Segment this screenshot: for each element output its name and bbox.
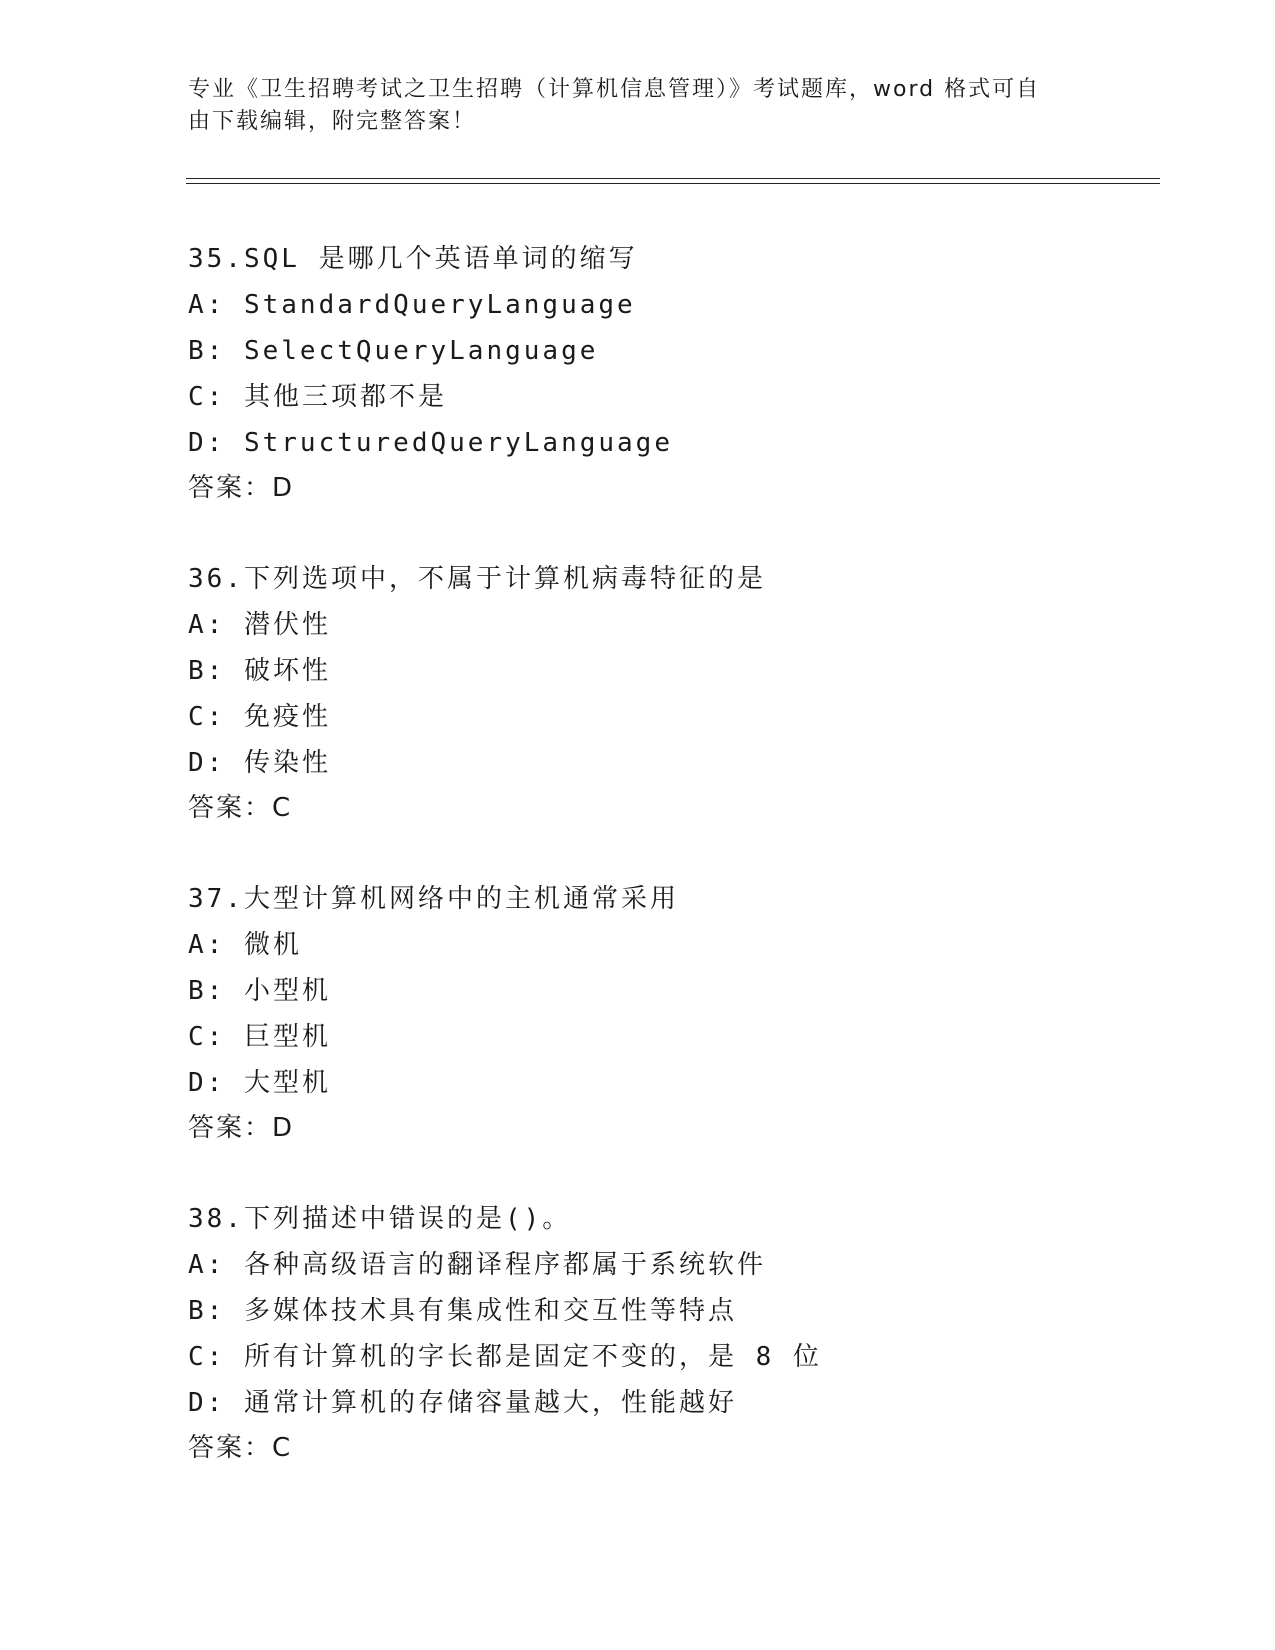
question-stem: 36.下列选项中，不属于计算机病毒特征的是 [188, 564, 766, 594]
option-b: B: 小型机 [188, 976, 331, 1006]
header-divider [186, 178, 1160, 184]
answer: 答案：C [188, 1433, 293, 1463]
question-stem: 38.下列描述中错误的是()。 [188, 1204, 572, 1234]
option-b: B: 多媒体技术具有集成性和交互性等特点 [188, 1296, 737, 1326]
answer: 答案：D [188, 1113, 295, 1143]
option-a: A: 潜伏性 [188, 610, 331, 640]
option-c: C: 其他三项都不是 [188, 382, 447, 412]
option-c: C: 所有计算机的字长都是固定不变的，是 8 位 [188, 1342, 822, 1372]
document-header [188, 74, 1088, 138]
option-d: D: 大型机 [188, 1068, 331, 1098]
option-d: D: 传染性 [188, 748, 331, 778]
option-c: C: 免疫性 [188, 702, 331, 732]
question-stem: 37.大型计算机网络中的主机通常采用 [188, 884, 679, 914]
option-a: A: 微机 [188, 930, 302, 960]
question-38 [188, 1196, 1148, 1516]
header-line-1: 专业《卫生招聘考试之卫生招聘（计算机信息管理）》考试题库，word 格式可自 [188, 77, 1041, 102]
question-stem: 35.SQL 是哪几个英语单词的缩写 [188, 244, 638, 274]
answer: 答案：D [188, 473, 295, 503]
option-b: B: 破坏性 [188, 656, 331, 686]
header-line-2: 由下载编辑，附完整答案！ [188, 109, 477, 134]
question-35 [188, 236, 1148, 556]
question-37 [188, 876, 1148, 1196]
question-36 [188, 556, 1148, 876]
option-d: D: StructuredQueryLanguage [188, 428, 673, 458]
option-a: A: 各种高级语言的翻译程序都属于系统软件 [188, 1250, 766, 1280]
answer: 答案：C [188, 793, 293, 823]
option-a: A: StandardQueryLanguage [188, 290, 636, 320]
question-list [188, 236, 1148, 1516]
option-d: D: 通常计算机的存储容量越大，性能越好 [188, 1388, 737, 1418]
option-b: B: SelectQueryLanguage [188, 336, 599, 366]
option-c: C: 巨型机 [188, 1022, 331, 1052]
